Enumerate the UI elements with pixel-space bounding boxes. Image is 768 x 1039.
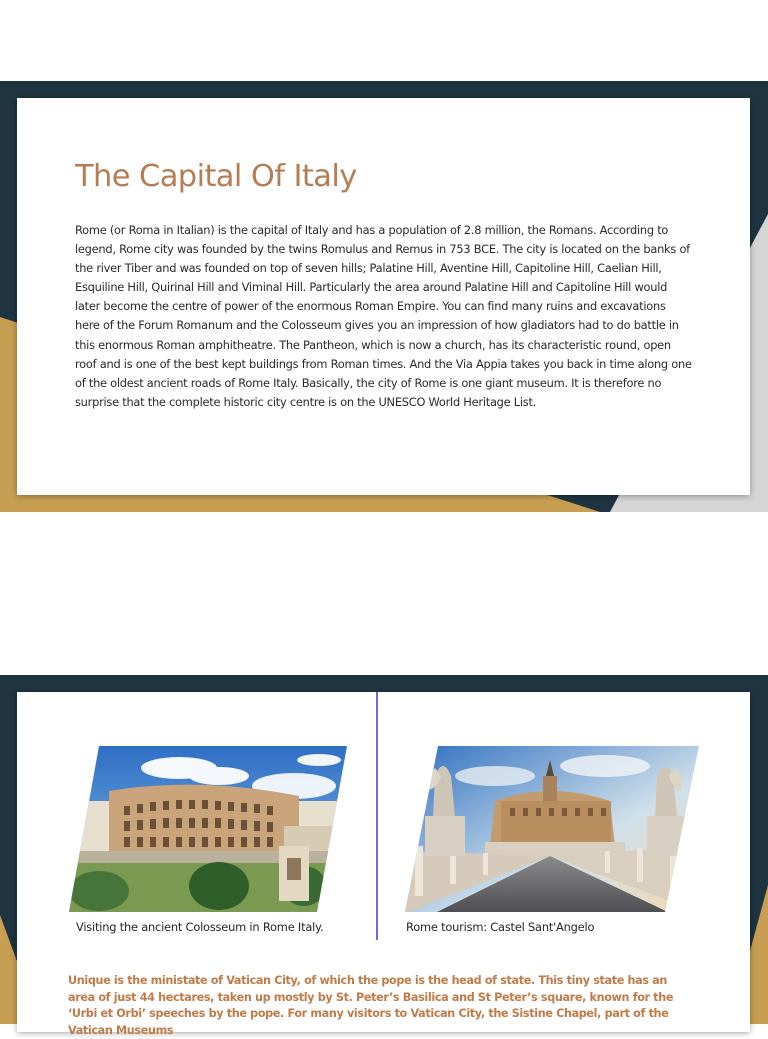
colosseum-photo bbox=[69, 746, 349, 913]
content-card bbox=[17, 98, 750, 495]
content-card bbox=[17, 692, 750, 1037]
colosseum-caption: Visiting the ancient Colosseum in Rome Italy. bbox=[76, 920, 324, 934]
castel-santangelo-caption: Rome tourism: Castel Sant'Angelo bbox=[406, 920, 595, 934]
castel-santangelo-photo bbox=[405, 746, 701, 913]
page-title: The Capital Of Italy bbox=[75, 159, 357, 194]
vatican-paragraph: Unique is the ministate of Vatican City, of which the pope is the head of state. This tiny state has an area of just 44 hectares, taken up mostly by St. Peter’s Basilica and St Peter’s square, known for the ‘Urbi et Orbi’ speeches by the pope. For many visitors to Vatican City, the Sistine Chapel, part of the Vatican Museums bbox=[68, 974, 674, 1037]
column-divider bbox=[376, 692, 378, 940]
slide-rome-sights bbox=[0, 675, 768, 1037]
slide-capital-of-italy bbox=[0, 81, 768, 512]
body-paragraph: Rome (or Roma in Italian) is the capital of Italy and has a population of 2.8 million, the Romans. According to legend, Rome city was founded by the twins Romulus and Remus in 753 BCE. The city is located on the banks of the river Tiber and was founded on top of seven hills; Palatine Hill, Aventine Hill, Capitoline Hill, Caelian Hill, Esquiline Hill, Quirinal Hill and Viminal Hill. Particularly the area around Palatine Hill and Capitoline Hill would later become the centre of power of the enormous Roman Empire. You can find many ruins and excavations here of the Forum Romanum and the Colosseum gives you an impression of how gladiators had to do battle in this enormous Roman amphitheatre. The Pantheon, which is now a church, has its characteristic round, open roof and is one of the best kept buildings from Roman times. And the Via Appia takes you back in time along one of the oldest ancient roads of Rome Italy. Basically, the city of Rome is one giant museum. It is therefore no surprise that the complete historic city centre is on the UNESCO World Heritage List. bbox=[75, 223, 692, 409]
